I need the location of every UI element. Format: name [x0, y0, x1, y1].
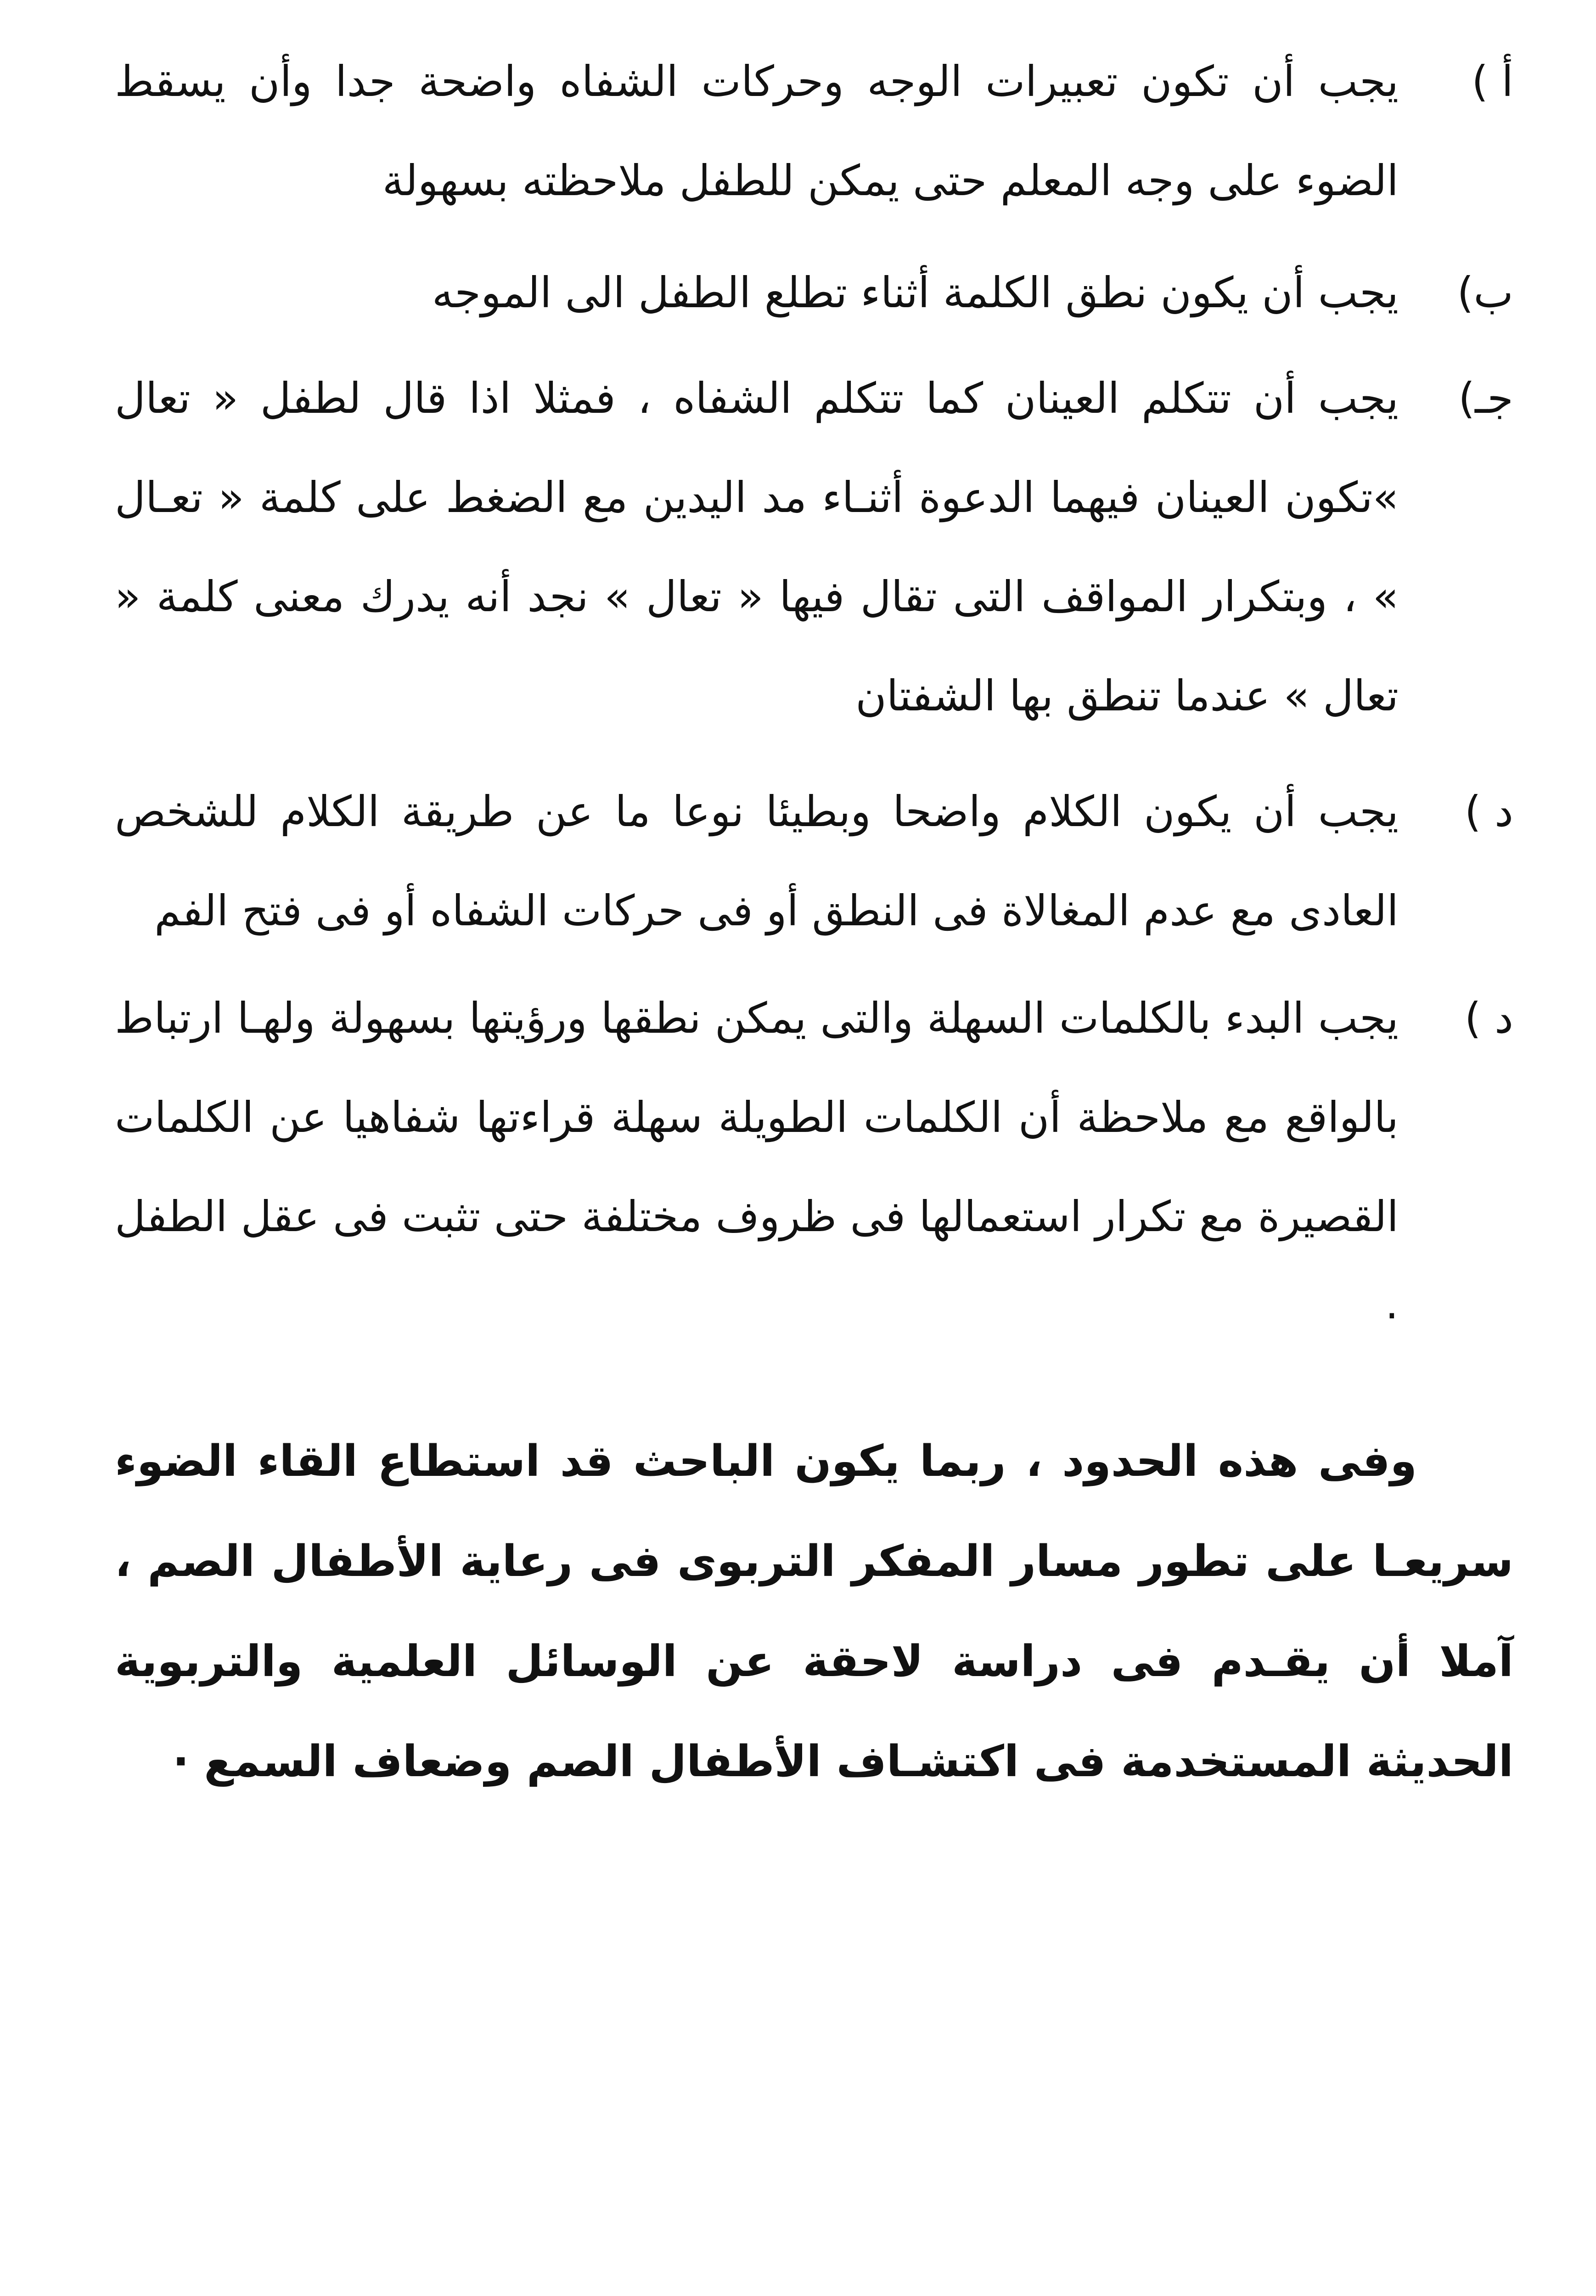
list-item-a: [115, 32, 1513, 231]
list-item-c: [115, 349, 1513, 746]
list-item-b: [115, 243, 1513, 343]
list-item-d-second-text: يجب البدء بالكلمات السهلة والتى يمكن نطقها ورؤيتها بسهولة ولهـا ارتباط بالواقع مع ملاحظة أن الكلمات الطويلة سهلة قراءتها شفاهيا عن الكلمات القصيرة مع تكرار استعمالها فى ظروف مختلفة حتى تثبت فى عقل الطفل ·: [115, 994, 1399, 1340]
list-item-d-first: [115, 762, 1513, 961]
list-item-a-text: يجب أن تكون تعبيرات الوجه وحركات الشفاه واضحة جدا وأن يسقط الضوء على وجه المعلم حتى يمكن للطفل ملاحظته بسهولة: [115, 57, 1399, 205]
list-item-d-second: [115, 969, 1513, 1366]
list-item-b-text: يجب أن يكون نطق الكلمة أثناء تطلع الطفل الى الموجه: [432, 268, 1399, 317]
list-marker-a: أ ): [1472, 57, 1513, 106]
list-item-c-text: يجب أن تتكلم العينان كما تتكلم الشفاه ، فمثلا اذا قال لطفل « تعال »تكون العينان فيهما الدعوة أثنـاء مد اليدين مع الضغط على كلمة « تعـال » ، وبتكرار المواقف التى تقال فيها « تعال » نجد أنه يدرك معنى كلمة « تعال » عندما تنطق بها الشفتان: [115, 374, 1399, 720]
conclusion-paragraph: وفى هذه الحدود ، ربما يكون الباحث قد استطاع القاء الضوء سريعـا على تطور مسار المفكر التربوى فى رعاية الأطفال الصم ، آملا أن يقـدم فى دراسة لاحقة عن الوسائل العلمية والتربوية الحديثة المستخدمة فى اكتشـاف الأطفال الصم وضعاف السمع ·: [115, 1436, 1513, 1787]
list-item-d-first-text: يجب أن يكون الكلام واضحا وبطيئا نوعا ما عن طريقة الكلام للشخص العادى مع عدم المغالاة فى النطق أو فى حركات الشفاه أو فى فتح الفم: [115, 787, 1399, 935]
list-marker-d-first: د ): [1464, 787, 1513, 836]
list-marker-b: ب): [1457, 268, 1513, 317]
list-marker-d-second: د ): [1464, 994, 1513, 1043]
list-marker-c: جـ): [1458, 374, 1513, 423]
